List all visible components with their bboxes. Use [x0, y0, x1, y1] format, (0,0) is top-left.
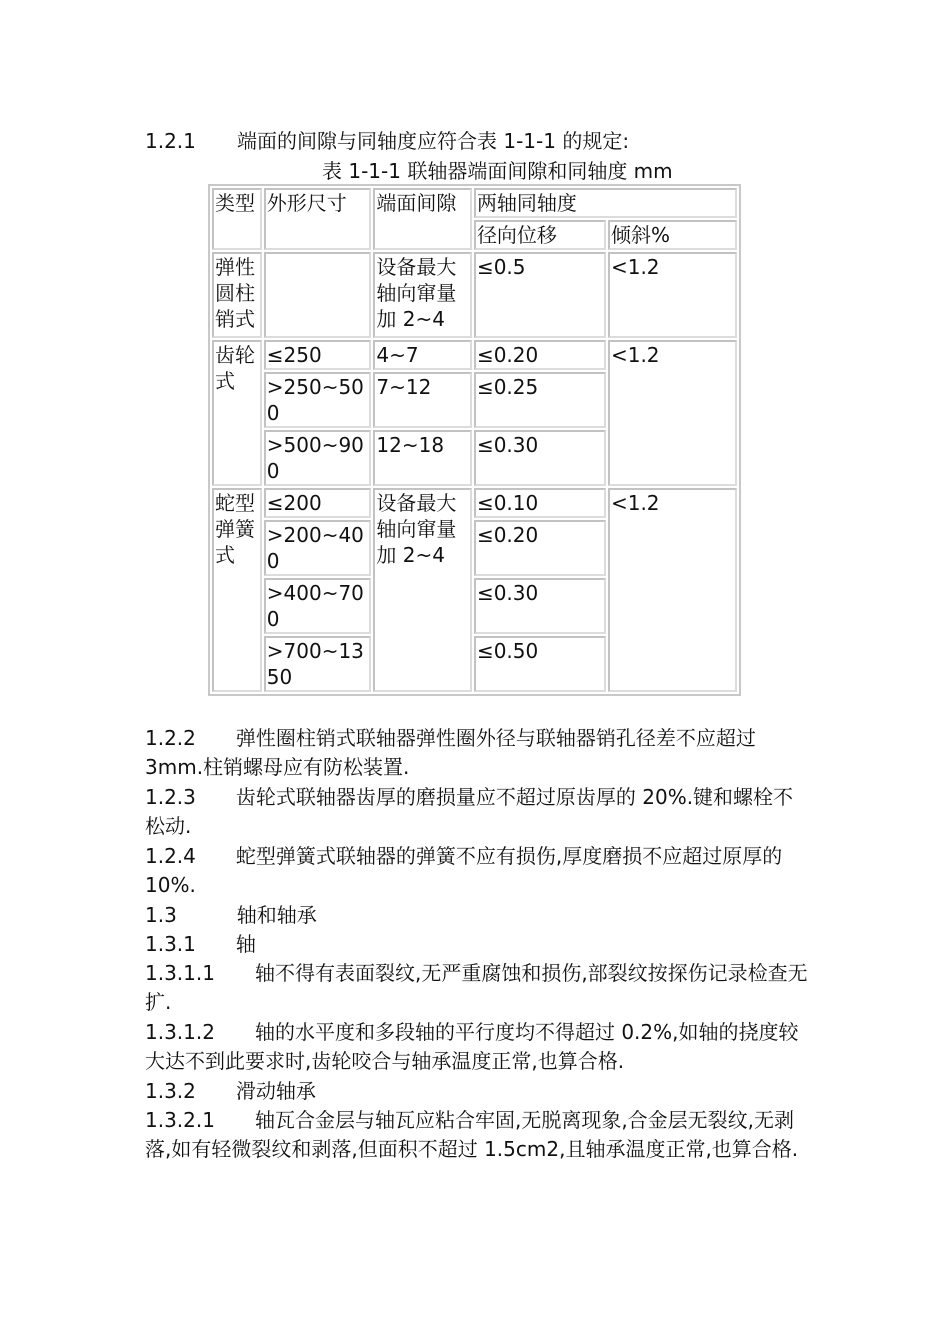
tilt-snake: <1.2: [608, 488, 737, 692]
section-text: 端面的间隙与同轴度应符合表 1-1-1 的规定:: [237, 129, 630, 153]
type-gear: 齿轮式: [212, 340, 262, 486]
radial-gear-3: ≤0.30: [474, 430, 606, 486]
paragraph-1-3-1-2: 1.3.1.2 轴的水平度和多段轴的平行度均不得超过 0.2%,如轴的挠度较大达不到此要求时,齿轮咬合与轴承温度正常,也算合格.: [145, 1020, 799, 1073]
paragraph-1-2-3: 1.2.3 齿轮式联轴器齿厚的磨损量应不超过原齿厚的 20%.键和螺栓不松动.: [145, 785, 794, 838]
size-snake-1: ≤200: [264, 488, 372, 518]
paragraph-1-2-2: 1.2.2 弹性圈柱销式联轴器弹性圈外径与联轴器销孔径差不应超过 3mm.柱销螺母应有防松装置.: [145, 726, 756, 779]
radial-gear-1: ≤0.20: [474, 340, 606, 370]
size-snake-4: >700~1350: [264, 636, 372, 692]
paragraph-1-3-2-1: 1.3.2.1 轴瓦合金层与轴瓦应粘合牢固,无脱离现象,合金层无裂纹,无剥落,如有轻微裂纹和剥落,但面积不超过 1.5cm2,且轴承温度正常,也算合格.: [145, 1108, 799, 1161]
paragraph-1-2-4: 1.2.4 蛇型弹簧式联轴器的弹簧不应有损伤,厚度磨损不应超过原厚的 10%.: [145, 844, 783, 897]
section-number: 1.2.1: [145, 129, 196, 153]
header-type: 类型: [212, 188, 262, 250]
gap-elastic: 设备最大轴向窜量加 2~4: [373, 252, 472, 338]
size-gear-3: >500~900: [264, 430, 372, 486]
radial-gear-2: ≤0.25: [474, 372, 606, 428]
size-elastic: [264, 252, 372, 338]
radial-snake-4: ≤0.50: [474, 636, 606, 692]
header-radial: 径向位移: [474, 220, 606, 250]
radial-snake-2: ≤0.20: [474, 520, 606, 576]
radial-snake-1: ≤0.10: [474, 488, 606, 518]
size-snake-2: >200~400: [264, 520, 372, 576]
type-snake: 蛇型弹簧式: [212, 488, 262, 692]
type-elastic: 弹性圆柱销式: [212, 252, 262, 338]
heading-1-3-2: 1.3.2 滑动轴承: [145, 1079, 316, 1103]
tilt-elastic: <1.2: [608, 252, 737, 338]
header-size: 外形尺寸: [264, 188, 372, 250]
radial-snake-3: ≤0.30: [474, 578, 606, 634]
size-gear-2: >250~500: [264, 372, 372, 428]
header-tilt: 倾斜%: [608, 220, 737, 250]
heading-1-3: 1.3 轴和轴承: [145, 903, 317, 927]
gap-gear-2: 7~12: [373, 372, 472, 428]
header-gap: 端面间隙: [373, 188, 472, 250]
radial-elastic: ≤0.5: [474, 252, 606, 338]
header-coaxial: 两轴同轴度: [474, 188, 737, 218]
paragraph-1-3-1-1: 1.3.1.1 轴不得有表面裂纹,无严重腐蚀和损伤,部裂纹按探伤记录检查无扩.: [145, 961, 808, 1014]
table-caption: 表 1-1-1 联轴器端面间隙和同轴度 mm: [322, 159, 673, 183]
size-gear-1: ≤250: [264, 340, 372, 370]
heading-1-3-1: 1.3.1 轴: [145, 932, 256, 956]
gap-gear-1: 4~7: [373, 340, 472, 370]
gap-gear-3: 12~18: [373, 430, 472, 486]
coupling-spec-table: [208, 184, 741, 696]
tilt-gear: <1.2: [608, 340, 737, 486]
size-snake-3: >400~700: [264, 578, 372, 634]
gap-snake: 设备最大轴向窜量加 2~4: [373, 488, 472, 692]
section-1-2-1: [145, 128, 629, 154]
